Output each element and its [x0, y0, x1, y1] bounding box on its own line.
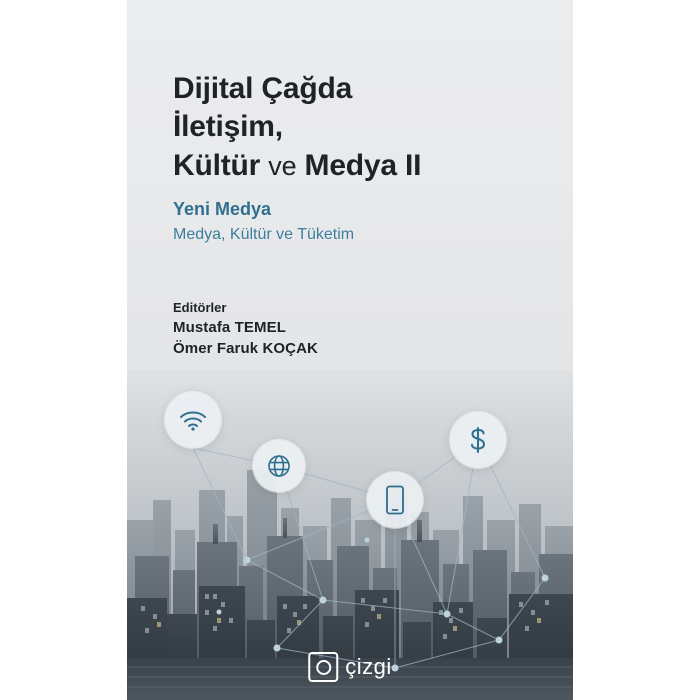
title-line-1: Dijital Çağda: [173, 72, 353, 105]
publisher-logo-mark-icon: [308, 652, 338, 682]
subtitle: Yeni Medya: [173, 199, 272, 220]
title-line-3-part-2: Medya II: [304, 148, 422, 182]
editor-name-1: Mustafa TEMEL: [173, 319, 286, 337]
title-line-3-part-1: Kültür: [173, 148, 261, 182]
page-title: [173, 70, 527, 185]
dollar-icon: [450, 412, 506, 468]
editor-name-2: Ömer Faruk KOÇAK: [173, 340, 318, 358]
globe-icon: [253, 440, 305, 492]
mobile-phone-icon: [367, 472, 423, 528]
title-line-2: İletişim,: [173, 110, 283, 144]
publisher-logo: [308, 652, 392, 682]
publisher-name: çizgi: [345, 654, 392, 679]
cover-text-block: [127, 0, 573, 357]
subtitle-secondary: Medya, Kültür ve Tüketim: [173, 226, 355, 244]
wifi-icon: [165, 392, 221, 448]
editors-label: Editörler: [173, 300, 227, 316]
title-line-3-conjunction: ve: [268, 150, 297, 181]
book-cover: [127, 0, 573, 700]
